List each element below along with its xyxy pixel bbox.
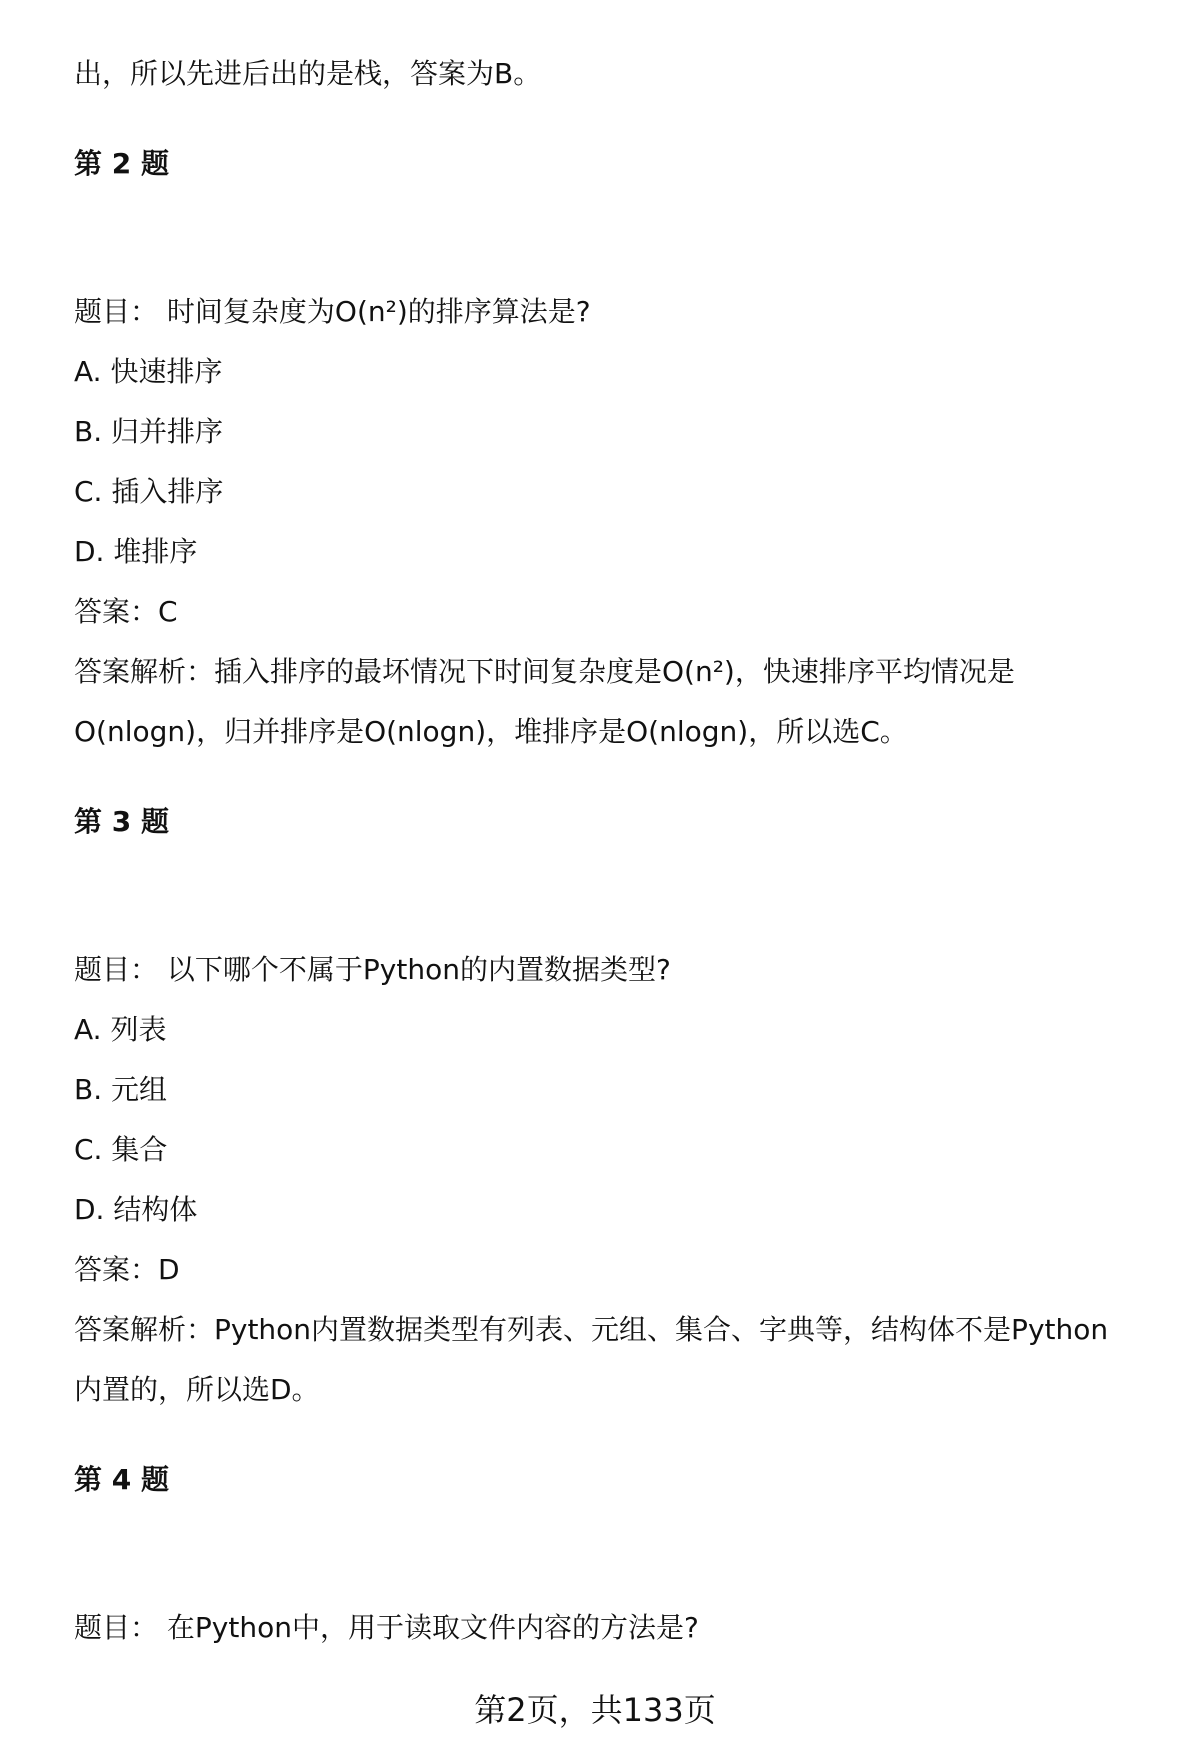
page-number-footer: 第2页，共133页 [474,1691,716,1729]
explanation-line-1: 答案解析：Python内置数据类型有列表、元组、集合、字典等，结构体不是Python [74,1313,1109,1346]
explanation-line-2: 内置的，所以选D。 [74,1373,320,1406]
option-b: B. 归并排序 [74,415,224,448]
question-heading: 第 3 题 [74,805,169,838]
question-2 [74,134,1174,762]
explanation-line-1: 答案解析：插入排序的最坏情况下时间复杂度是O(n²)，快速排序平均情况是 [74,655,1015,688]
page-content [74,44,1174,1658]
question-stem: 题目： 以下哪个不属于Python的内置数据类型? [74,953,671,986]
question-stem: 题目： 在Python中，用于读取文件内容的方法是? [74,1611,699,1644]
option-d: D. 结构体 [74,1193,198,1226]
question-stem: 题目： 时间复杂度为O(n²)的排序算法是? [74,295,591,328]
question-4 [74,1450,1174,1658]
question-heading: 第 2 题 [74,147,169,180]
question-heading: 第 4 题 [74,1463,169,1496]
option-c: C. 插入排序 [74,475,224,508]
option-b: B. 元组 [74,1073,168,1106]
answer: 答案：D [74,1253,180,1286]
answer: 答案：C [74,595,178,628]
option-a: A. 快速排序 [74,355,223,388]
explanation-line-2: O(nlogn)，归并排序是O(nlogn)，堆排序是O(nlogn)，所以选C。 [74,715,908,748]
option-a: A. 列表 [74,1013,167,1046]
question-3 [74,792,1174,1420]
option-c: C. 集合 [74,1133,168,1166]
continuation-text: 出，所以先进后出的是栈，答案为B。 [74,57,542,90]
option-d: D. 堆排序 [74,535,198,568]
